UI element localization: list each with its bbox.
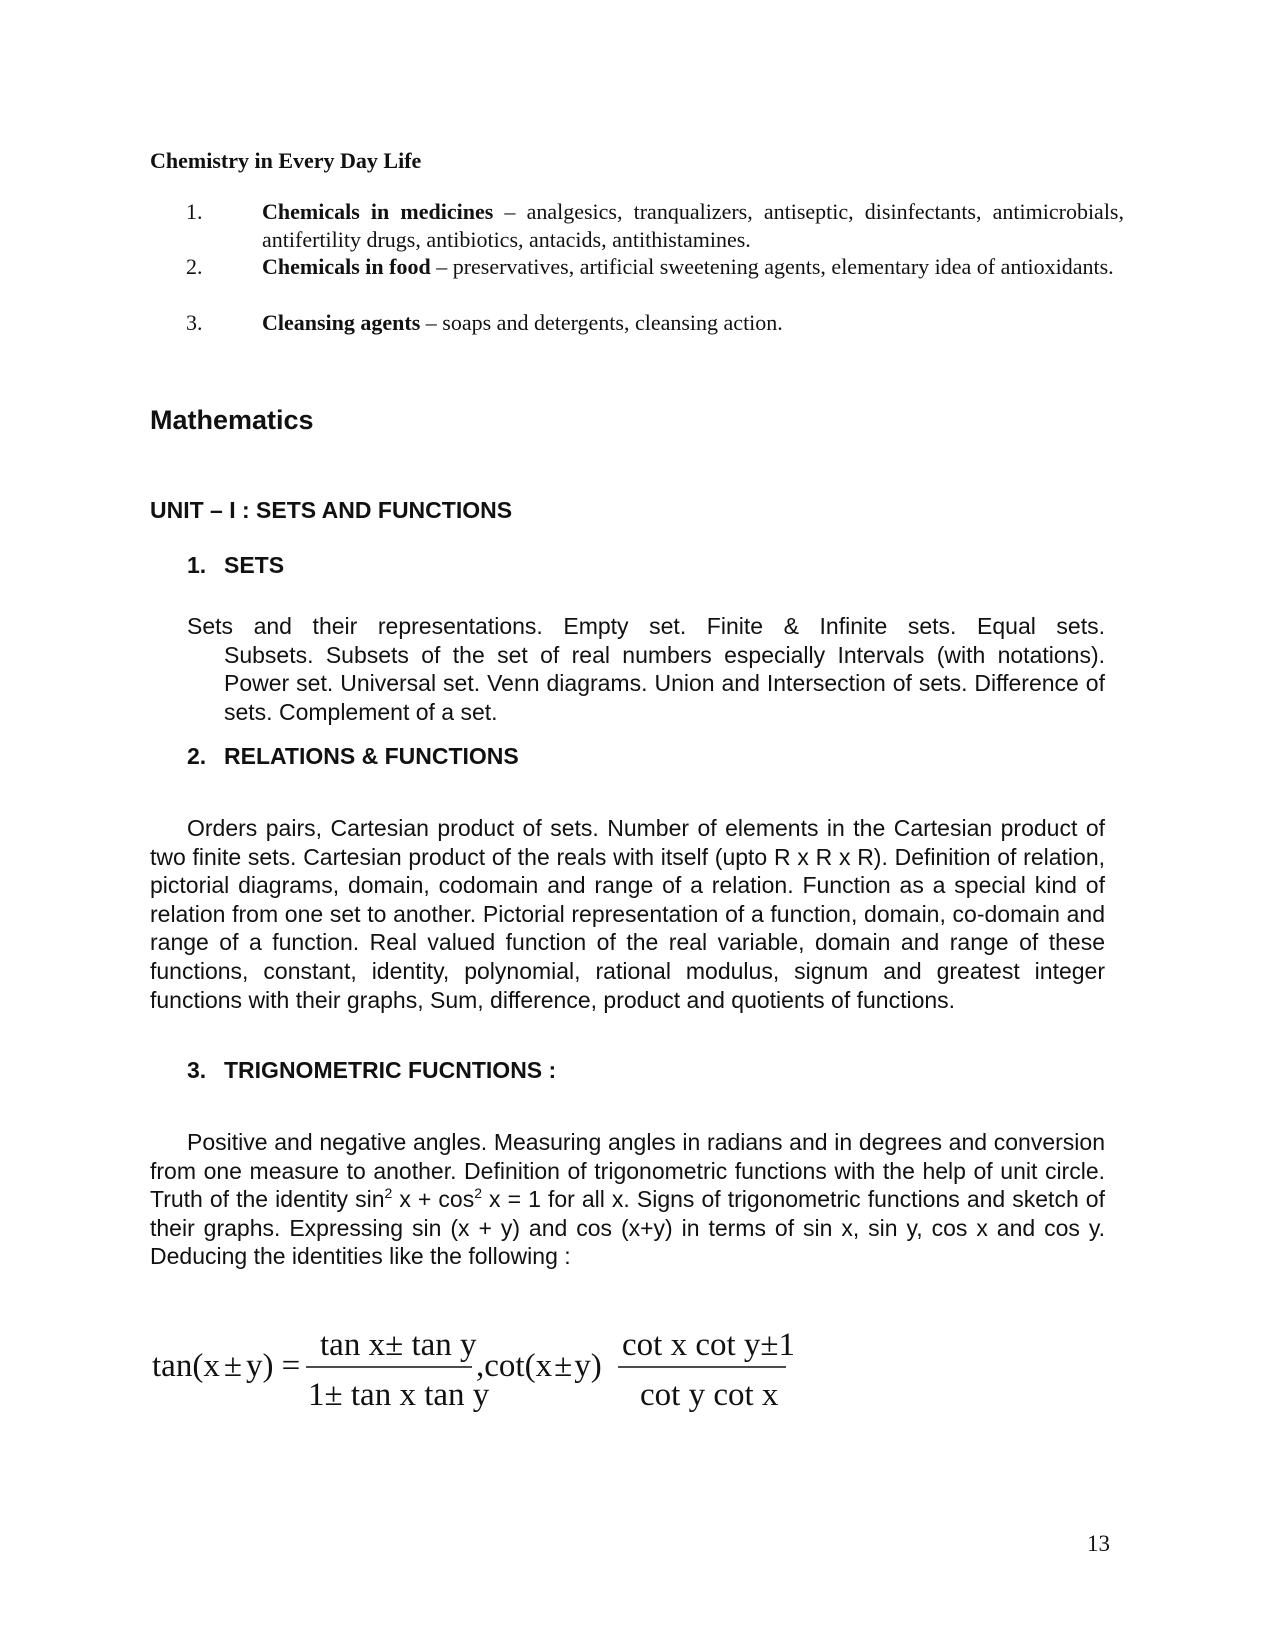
list-item-body: [262, 309, 1124, 337]
list-item-term: Cleansing agents: [262, 310, 421, 335]
formula-text: ): [590, 1348, 602, 1384]
trig-text-part: Positive and negative angles. Measuring angles in radians and in degrees and conversion from one measure to another. Definition of trigonometric functions with the help of unit circle. Truth of the identity sin: [150, 1129, 1105, 1213]
superscript: 2: [474, 1185, 482, 1202]
svg-text:tan x± tan y: [320, 1327, 477, 1363]
list-item-text: – soaps and detergents, cleansing action.: [420, 310, 783, 335]
formula-text: tan: [342, 1377, 400, 1413]
list-item-number: 2.: [186, 254, 203, 279]
svg-text:1± tan x tan y: [308, 1377, 490, 1413]
formula-var: x: [535, 1348, 553, 1384]
formula-op: ±: [324, 1377, 343, 1413]
list-item-body: [262, 253, 1124, 281]
section-number: 1.: [187, 552, 207, 578]
svg-text:cot x cot y±1: [622, 1327, 795, 1363]
formula-text: 1: [308, 1377, 325, 1413]
mathematics-section-title: Mathematics: [150, 405, 314, 435]
formula-text: cot: [640, 1377, 689, 1413]
formula-op: ±: [385, 1327, 404, 1363]
list-item-number: 1.: [186, 199, 203, 224]
svg-text:,cot(x±y): [476, 1348, 602, 1384]
section-heading-relations-functions: [187, 743, 519, 770]
chemistry-list-item: [186, 253, 1124, 309]
formula-text: tan: [320, 1327, 369, 1363]
superscript: 2: [384, 1185, 393, 1202]
sets-paragraph-first-line: Sets and their representations. Empty set. Finite & Infinite sets. Equal sets.: [187, 613, 1105, 639]
list-item-number: 3.: [186, 310, 203, 335]
formula-text: 1: [778, 1327, 796, 1363]
formula-var: y: [472, 1377, 490, 1413]
section-title: TRIGNOMETRIC FUCNTIONS :: [224, 1057, 557, 1083]
formula-text: tan(: [152, 1348, 204, 1384]
relations-functions-paragraph: Orders pairs, Cartesian product of sets. Number of elements in the Cartesian product of two finite sets. Cartesian product of the reals with itself (upto R x R x R). Definition of relation, pictorial diagrams, domain, codomain and range of a relation. Function as a special kind of relation from one set to another. Pictorial representation of a function, domain, co-domain and range of a function. Real valued function of the real variable, domain and range of these functions, constant, identity, polynomial, rational modulus, signum and greatest integer functions with their graphs, Sum, difference, product and quotients of functions.: [150, 815, 1105, 1013]
sets-paragraph: [187, 612, 1105, 726]
svg-text:cot y cot x: [640, 1377, 779, 1413]
formula-text: ,cot(: [476, 1348, 536, 1384]
formula-var: y: [460, 1327, 477, 1363]
formula-var: y: [743, 1327, 761, 1363]
formula-var: y: [245, 1348, 263, 1384]
section-title: SETS: [224, 552, 285, 578]
unit-title: UNIT – I : SETS AND FUNCTIONS: [150, 497, 513, 523]
sets-paragraph-rest: Subsets. Subsets of the set of real numbers especially Intervals (with notations). Power set. Universal set. Venn diagrams. Union and Intersection of sets. Difference of sets. Complement of a set.: [224, 641, 1105, 725]
page-number: 13: [1087, 1531, 1110, 1556]
formula-text: cot: [687, 1327, 744, 1363]
formula-text: cot: [622, 1327, 671, 1363]
formula-var: x: [368, 1327, 386, 1363]
trig-text-part: x + cos: [392, 1186, 475, 1213]
svg-text:tan(x±y) =: [152, 1348, 300, 1384]
section-heading-trigonometric-functions: [187, 1057, 556, 1084]
list-item-text: – analgesics, tranqualizers, antiseptic, disinfectants, antimicrobials, antifertility drugs, antibiotics, antacids, antithistamines.: [262, 199, 1124, 252]
formula-var: x: [670, 1327, 688, 1363]
chemistry-section-title: Chemistry in Every Day Life: [150, 148, 422, 173]
list-item-text: – preservatives, artificial sweetening agents, elementary idea of antioxidants.: [430, 254, 1114, 279]
list-item-body: [262, 198, 1124, 254]
formula-text: cot: [705, 1377, 762, 1413]
formula-var: x: [203, 1348, 220, 1384]
list-item-term: Chemicals in food: [262, 254, 431, 279]
formula-op: ±: [554, 1348, 573, 1384]
trigonometric-functions-paragraph: [150, 1128, 1105, 1271]
trig-identity-formula: [150, 1325, 850, 1415]
section-number: 2.: [187, 743, 207, 769]
formula-text: tan: [403, 1327, 461, 1363]
formula-text: ) =: [262, 1348, 301, 1384]
formula-op: ±: [760, 1327, 779, 1363]
formula-var: x: [761, 1377, 779, 1413]
formula-text: tan: [415, 1377, 473, 1413]
section-number: 3.: [187, 1057, 207, 1083]
list-item-term: Chemicals in medicines: [262, 199, 494, 224]
section-title: RELATIONS & FUNCTIONS: [224, 743, 519, 769]
section-heading-sets: [187, 552, 284, 579]
chemistry-list-item: [186, 198, 1124, 254]
chemistry-list-item: [186, 309, 1124, 337]
formula-var: x: [399, 1377, 416, 1413]
formula-var: y: [688, 1377, 706, 1413]
formula-op: ±: [223, 1348, 242, 1384]
formula-var: y: [574, 1348, 591, 1384]
trig-text-part: x = 1 for all x. Signs of trigonometric functions and sketch of their graphs. Expressing sin (x + y) and cos (x+y) in terms of sin x, sin y, cos x and cos y. Deducing the identities like the following :: [150, 1186, 1105, 1270]
